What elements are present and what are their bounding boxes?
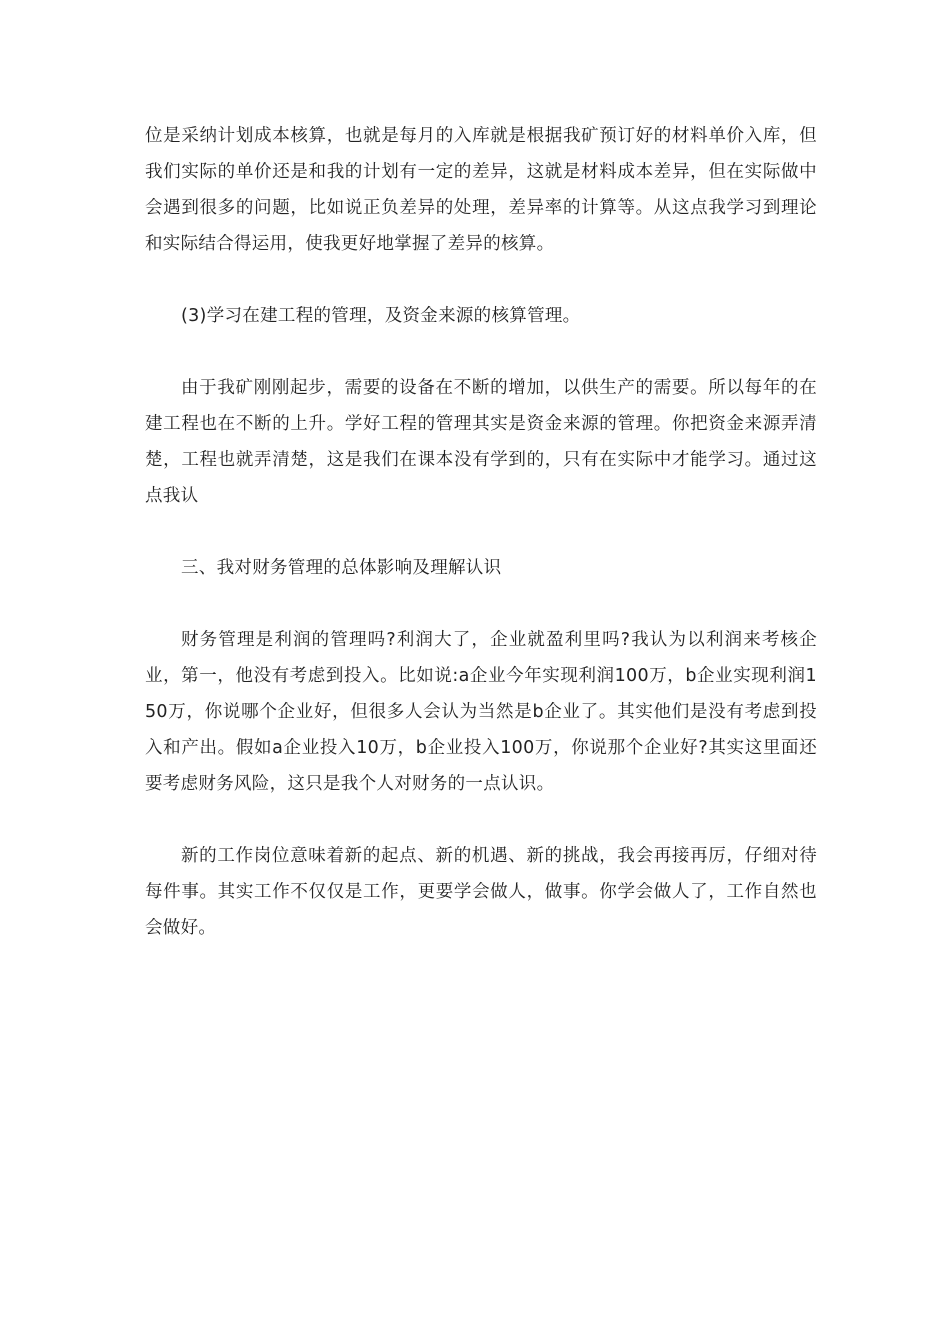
document-body <box>145 118 817 982</box>
paragraph-heading-construction: (3)学习在建工程的管理，及资金来源的核算管理。 <box>181 306 581 326</box>
paragraph-profit-management: 财务管理是利润的管理吗?利润大了，企业就盈利里吗?我认为以利润来考核企业，第一，他没有考虑到投入。比如说:a企业今年实现利润100万，b企业实现利润150万，你说哪个企业好，但很多人会认为当然是b企业了。其实他们是没有考虑到投入和产出。假如a企业投入10万，b企业投入100万，你说那个企业好?其实这里面还要考虑财务风险，这只是我个人对财务的一点认识。 <box>145 630 817 794</box>
paragraph-construction-management: 由于我矿刚刚起步，需要的设备在不断的增加，以供生产的需要。所以每年的在建工程也在不断的上升。学好工程的管理其实是资金来源的管理。你把资金来源弄清楚，工程也就弄清楚，这是我们在课本没有学到的，只有在实际中才能学习。通过这点我认 <box>145 378 817 506</box>
section-heading-financial-understanding: 三、我对财务管理的总体影响及理解认识 <box>181 558 502 578</box>
paragraph-cost-variance: 位是采纳计划成本核算，也就是每月的入库就是根据我矿预订好的材料单价入库，但我们实际的单价还是和我的计划有一定的差异，这就是材料成本差异，但在实际做中会遇到很多的问题，比如说正负差异的处理，差异率的计算等。从这点我学习到理论和实际结合得运用，使我更好地掌握了差异的核算。 <box>145 126 817 254</box>
paragraph-new-position: 新的工作岗位意味着新的起点、新的机遇、新的挑战，我会再接再厉，仔细对待每件事。其实工作不仅仅是工作，更要学会做人，做事。你学会做人了，工作自然也会做好。 <box>145 846 817 938</box>
